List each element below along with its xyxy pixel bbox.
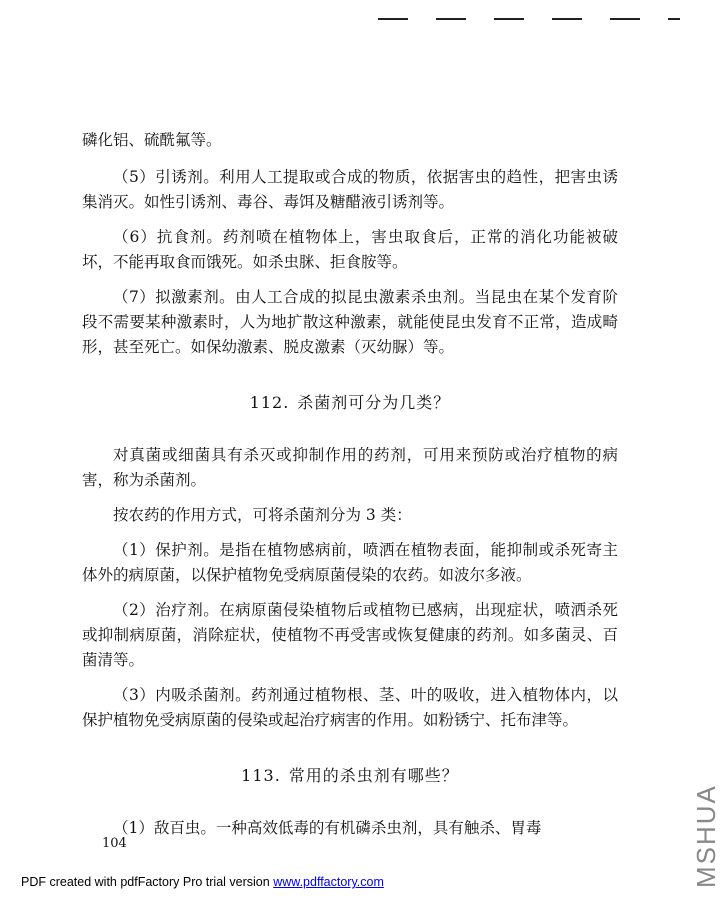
- page-body: [82, 128, 618, 851]
- paragraph-antifeedant: （6）抗食剂。药剂喷在植物体上，害虫取食后，正常的消化功能被破坏，不能再取食而饿死。如杀虫脒、拒食胺等。: [82, 228, 618, 271]
- paragraph-hormone-mimic: （7）拟激素剂。由人工合成的拟昆虫激素杀虫剂。当昆虫在某个发育阶段不需要某种激素时，人为地扩散这种激素，就能使昆虫发育不正常，造成畸形，甚至死亡。如保幼激素、脱皮激素（灭幼脲）等。: [82, 288, 618, 356]
- watermark: MSHUA: [691, 784, 721, 888]
- section-number: 113.: [241, 766, 281, 785]
- header-dash: [494, 18, 524, 20]
- header-dash: [552, 18, 582, 20]
- section-heading-112: [82, 390, 618, 413]
- paragraph-fungicide-definition: 对真菌或细菌具有杀灭或抑制作用的药剂，可用来预防或治疗植物的病害，称为杀菌剂。: [82, 446, 618, 489]
- footer-text: PDF created with pdfFactory Pro trial version: [21, 875, 274, 889]
- footer-link[interactable]: www.pdffactory.com: [273, 875, 384, 889]
- header-dash: [668, 18, 680, 20]
- header-dash: [610, 18, 640, 20]
- header-rule-dashes: [378, 18, 680, 20]
- paragraph-therapeutant: （2）治疗剂。在病原菌侵染植物后或植物已感病，出现症状，喷洒杀死或抑制病原菌，消除症状，使植物不再受害或恢复健康的药剂。如多菌灵、百菌清等。: [82, 601, 618, 669]
- pdf-footer: [21, 875, 384, 889]
- paragraph-attractant: （5）引诱剂。利用人工提取或合成的物质，依据害虫的趋性，把害虫诱集消灭。如性引诱剂、毒谷、毒饵及糖醋液引诱剂等。: [82, 168, 618, 211]
- header-dash: [436, 18, 466, 20]
- section-number: 112.: [249, 393, 290, 412]
- section-title: 常用的杀虫剂有哪些？: [288, 766, 459, 785]
- paragraph-continuation: 磷化铝、硫酰氟等。: [82, 131, 222, 149]
- page-number: 104: [102, 836, 127, 851]
- section-heading-113: [82, 763, 618, 786]
- paragraph-trichlorfon: （1）敌百虫。一种高效低毒的有机磷杀虫剂，具有触杀、胃毒: [113, 819, 542, 837]
- paragraph-systemic-fungicide: （3）内吸杀菌剂。药剂通过植物根、茎、叶的吸收，进入植物体内，以保护植物免受病原菌的侵染或起治疗病害的作用。如粉锈宁、托布津等。: [82, 686, 618, 729]
- header-dash: [378, 18, 408, 20]
- paragraph-protectant: （1）保护剂。是指在植物感病前，喷洒在植物表面，能抑制或杀死寄主体外的病原菌，以保护植物免受病原菌侵染的农药。如波尔多液。: [82, 541, 618, 584]
- paragraph-fungicide-classes: 按农药的作用方式，可将杀菌剂分为 3 类：: [113, 506, 412, 524]
- section-title: 杀菌剂可分为几类？: [297, 393, 451, 412]
